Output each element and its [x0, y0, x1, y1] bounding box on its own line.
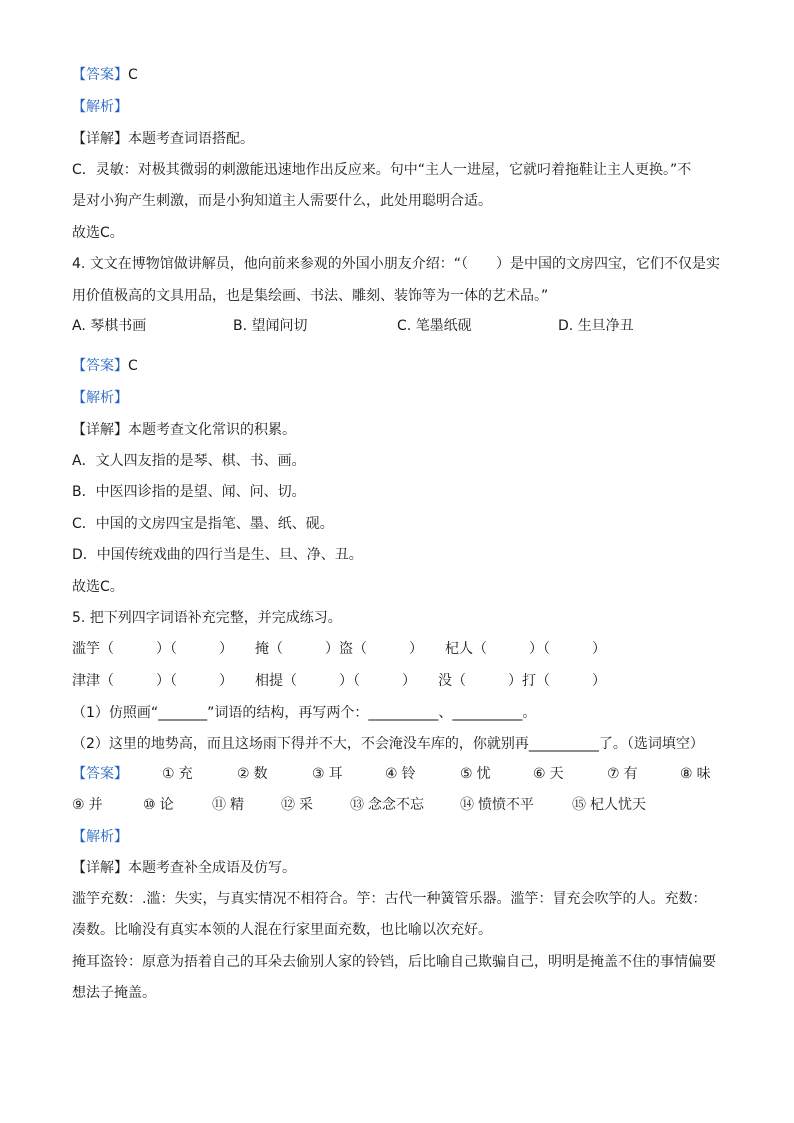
answer-tag: 【答案】: [72, 67, 128, 83]
answer-number: ⑩: [143, 797, 156, 813]
q5-analysis-tag: 【解析】: [72, 829, 128, 845]
q5-explanation-2-line-2: 想法子掩盖。: [72, 985, 156, 1001]
answer-text: 采: [299, 797, 313, 813]
answer-text: 铃: [401, 766, 416, 782]
answer-text: 有: [623, 766, 638, 782]
q5-answer-item: [385, 764, 416, 784]
q3-explanation-line-2: 是对小狗产生刺激，而是小狗知道主人需要什么，此处用聪明合适。: [72, 193, 492, 209]
answer-text: 数: [253, 766, 268, 782]
answer-text: 愤愤不平: [478, 797, 534, 813]
answer-number: ⑥: [533, 766, 546, 782]
q5-idiom-blank: 没（ ）打（ ）: [438, 673, 606, 689]
q4-explanation-a: A．文人四友指的是琴、棋、书、画。: [72, 453, 306, 469]
q4-option-b: [233, 316, 308, 336]
q3-analysis-tag: 【解析】: [72, 99, 128, 115]
q5-answer-item: [212, 795, 244, 815]
q5-answer-item: [350, 795, 424, 815]
q5-explanation-2-line-1: 掩耳盗铃：原意为捂着自己的耳朵去偷别人家的铃铛，后比喻自己欺骗自己，明明是掩盖不住的事情偏要: [72, 954, 716, 970]
answer-value: C: [128, 67, 138, 83]
option-label: D.: [558, 318, 574, 334]
q5-idiom-blank: 津津（ ）（ ）: [72, 673, 233, 689]
q5-answer-item: [162, 764, 193, 784]
option-text: 琴棋书画: [90, 318, 147, 334]
q4-option-d: [558, 316, 634, 336]
q4-stem-line-1: 4. 文文在博物馆做讲解员，他向前来参观的外国小朋友介绍：“（ ）是中国的文房四宝，它们不仅是实: [72, 256, 721, 272]
q5-idiom-blank: 杞人（ ）（ ）: [445, 641, 606, 657]
q5-idiom-blank: 掩（ ）盗（ ）: [255, 641, 423, 657]
q5-answer-item: [72, 795, 103, 815]
answer-text: 论: [159, 797, 174, 813]
q5-stem: 5. 把下列四字词语补充完整，并完成练习。: [72, 610, 342, 626]
answer-number: ⑮: [572, 797, 586, 813]
detail-text: 本题考查词语搭配。: [128, 131, 254, 147]
q3-explanation-line-1: C．灵敏：对极其微弱的刺激能迅速地作出反应来。句中“主人一进屋，它就叼着拖鞋让主人更换。”不: [72, 162, 692, 178]
answer-text: 精: [230, 797, 244, 813]
q4-analysis-tag: 【解析】: [72, 390, 128, 406]
q5-answer-item: [143, 795, 174, 815]
answer-number: ①: [162, 766, 175, 782]
option-text: 笔墨纸砚: [415, 318, 472, 334]
answer-number: ③: [312, 766, 325, 782]
q5-answer-item: [680, 764, 711, 784]
answer-number: ⑪: [212, 797, 226, 813]
q5-answer-item: [572, 795, 646, 815]
q4-stem-line-2: 用价值极高的文具用品，也是集绘画、书法、雕刻、装饰等为一体的艺术品。”: [72, 288, 549, 304]
detail-tag: 【详解】: [72, 131, 128, 147]
answer-number: ⑨: [72, 797, 85, 813]
q4-explanation-c: C．中国的文房四宝是指笔、墨、纸、砚。: [72, 516, 334, 532]
answer-number: ⑭: [460, 797, 474, 813]
q5-answer-item: [607, 764, 638, 784]
q5-idiom-blank: 相提（ ）（ ）: [255, 673, 416, 689]
answer-number: ⑤: [460, 766, 473, 782]
answer-text: 念念不忘: [368, 797, 424, 813]
option-label: C.: [397, 318, 412, 334]
answer-text: 充: [178, 766, 193, 782]
answer-number: ⑬: [350, 797, 364, 813]
q4-option-c: [397, 316, 472, 336]
answer-text: 忧: [476, 766, 491, 782]
q4-detail-line: [72, 420, 296, 440]
detail-text: 本题考查补全成语及仿写。: [128, 860, 296, 876]
q5-answer-item: [460, 764, 491, 784]
answer-number: ⑦: [607, 766, 620, 782]
answer-text: 耳: [328, 766, 343, 782]
q5-explanation-1-line-1: 滥竽充数：.滥：失实，与真实情况不相符合。竽：古代一种簧管乐器。滥竽：冒充会吹竽的人。充数：: [72, 891, 707, 907]
answer-text: 杞人忧天: [590, 797, 646, 813]
q5-explanation-1-line-2: 凑数。比喻没有真实本领的人混在行家里面充数，也比喻以次充好。: [72, 922, 492, 938]
option-text: 生旦净丑: [577, 318, 634, 334]
q4-answer-line: [72, 356, 138, 376]
q4-explanation-b: B．中医四诊指的是望、闻、问、切。: [72, 484, 306, 500]
answer-number: ⑫: [281, 797, 295, 813]
q3-conclusion: 故选C。: [72, 225, 124, 241]
q5-answer-item: [460, 795, 534, 815]
q5-answer-item: [237, 764, 268, 784]
q4-option-a: [72, 316, 146, 336]
q5-answer-item: [533, 764, 564, 784]
q5-idiom-blank: 滥竽（ ）（ ）: [72, 641, 233, 657]
detail-tag: 【详解】: [72, 422, 128, 438]
answer-value: C: [128, 358, 138, 374]
q3-answer-line: [72, 65, 138, 85]
q4-conclusion: 故选C。: [72, 579, 124, 595]
q5-detail-line: [72, 858, 296, 878]
q5-answer-item: [312, 764, 343, 784]
q3-detail-line: [72, 129, 254, 149]
detail-tag: 【详解】: [72, 860, 128, 876]
answer-number: ⑧: [680, 766, 693, 782]
q5-sub-question-1: （1）仿照画“_______”词语的结构，再写两个：__________、__________。: [72, 705, 537, 721]
q5-answer-tag: 【答案】: [72, 766, 128, 782]
q5-sub-question-2: （2）这里的地势高，而且这场雨下得并不大，不会淹没车库的，你就别再__________了。（选词填空）: [72, 736, 704, 752]
answer-tag: 【答案】: [72, 358, 128, 374]
answer-number: ②: [237, 766, 250, 782]
option-text: 望闻问切: [251, 318, 308, 334]
option-label: A.: [72, 318, 86, 334]
q5-answer-item: [281, 795, 313, 815]
q4-explanation-d: D．中国传统戏曲的四行当是生、旦、净、丑。: [72, 547, 363, 563]
answer-text: 并: [88, 797, 103, 813]
option-label: B.: [233, 318, 248, 334]
detail-text: 本题考查文化常识的积累。: [128, 422, 296, 438]
answer-text: 天: [549, 766, 564, 782]
answer-number: ④: [385, 766, 398, 782]
answer-text: 味: [696, 766, 711, 782]
